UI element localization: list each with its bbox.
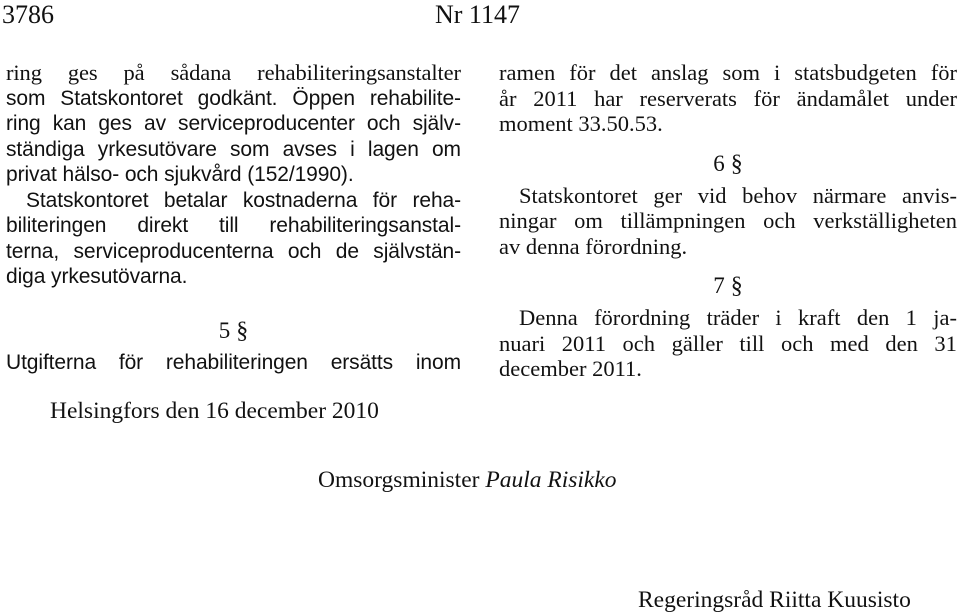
text-line: privat hälso- och sjukvård (152/1990). xyxy=(6,163,354,186)
text-line: Statskontoret ger vid behov närmare anvis- xyxy=(519,182,957,208)
section-heading xyxy=(6,318,461,344)
paragraph xyxy=(499,183,957,260)
text-line: ramen för det anslag som i statsbudgeten för xyxy=(499,60,957,85)
section-number: 7 xyxy=(713,273,725,298)
signing-place-date: Helsingfors den 16 december 2010 xyxy=(50,398,379,424)
text-line: ring kan ges av serviceproducenter och själv- xyxy=(6,112,461,135)
page-number: 3786 xyxy=(2,0,54,29)
text-line: terna, serviceproducenterna och de självstän- xyxy=(6,239,461,263)
text-line: Denna förordning träder i kraft den 1 ja- xyxy=(519,305,957,330)
text-line: ningar om tillämpningen och verkställigheten xyxy=(499,208,957,233)
paragraph xyxy=(6,188,461,290)
paragraph xyxy=(6,60,461,188)
section-heading xyxy=(499,273,957,299)
text-line: diga yrkesutövarna. xyxy=(6,265,188,288)
text-line: biliteringen direkt till rehabiliteringsanstal- xyxy=(6,214,461,237)
issue-number: Nr 1147 xyxy=(435,0,520,29)
section-heading xyxy=(499,151,957,177)
text-line: ständiga yrkesutövare som avses i lagen om xyxy=(6,137,461,161)
text-line: december 2011. xyxy=(499,356,642,381)
text-line: nuari 2011 och gäller till och med den 31 xyxy=(499,330,957,356)
left-column xyxy=(6,60,461,375)
section-number: 5 xyxy=(218,317,231,343)
section-number: 6 xyxy=(713,150,725,176)
section-symbol: § xyxy=(730,150,743,177)
right-column xyxy=(499,60,957,382)
text-line: moment 33.50.53. xyxy=(499,111,663,136)
text-line: av denna förordning. xyxy=(499,233,688,259)
paragraph xyxy=(6,350,461,376)
minister-signature xyxy=(318,466,617,494)
minister-title: Omsorgsminister xyxy=(318,467,480,493)
counsel-signature: Regeringsråd Riitta Kuusisto xyxy=(638,587,911,613)
minister-name: Paula Risikko xyxy=(485,467,617,493)
text-line: ring ges på sådana rehabiliteringsanstalter xyxy=(6,60,461,85)
text-line: som Statskontoret godkänt. Öppen rehabilite- xyxy=(6,86,461,110)
text-line: Utgifterna för rehabiliteringen ersätts inom xyxy=(6,350,461,374)
text-line: år 2011 har reserverats för ändamålet under xyxy=(499,85,957,111)
section-symbol: § xyxy=(730,273,743,299)
text-line: Statskontoret betalar kostnaderna för reha- xyxy=(26,188,461,212)
section-symbol: § xyxy=(236,317,249,344)
paragraph xyxy=(499,305,957,382)
paragraph xyxy=(499,60,957,137)
